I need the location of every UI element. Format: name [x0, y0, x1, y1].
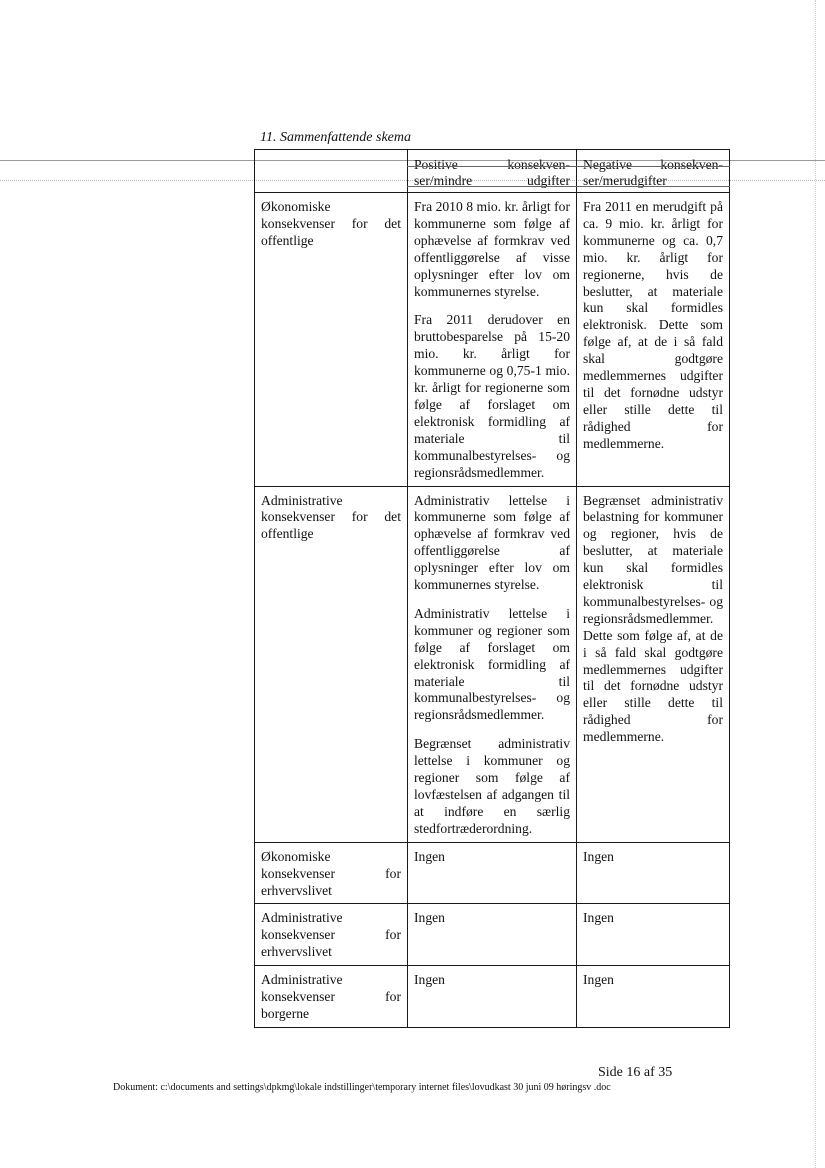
document-path: Dokument: c:\documents and settings\dpkmg\lokale indstillinger\temporary internet files\lovudkast 30 juni 09 høringsv .doc: [113, 1082, 611, 1093]
cell-paragraph: Fra 2011 en merudgift på ca. 9 mio. kr. årligt for kommunerne og ca. 0,7 mio. kr. årligt for regionerne, hvis de beslutter, at materiale kun skal formidles elektronisk. Dette som følge af, at de i så fald skal godtgøre medlemmernes udgifter til det fornødne udstyr eller stille dette til rådighed for medlemmerne.: [583, 199, 723, 451]
section-title: 11. Sammenfattende skema: [260, 130, 411, 145]
header-strike-line: [407, 166, 577, 167]
header-strike-line: [576, 186, 730, 187]
page-number: Side 16 af 35: [598, 1065, 673, 1080]
positive-cell: [408, 193, 577, 487]
summary-table: [254, 149, 730, 1028]
cell-paragraph: Fra 2011 derudover en bruttobesparelse på 15-20 mio. kr. årligt for kommunerne og 0,75-1 mio. kr. årligt for regionerne som følge af forslaget om elektronisk formidling af materiale til kommunalbestyrelses- og regionsrådsmedlemmer.: [414, 312, 570, 480]
row-label: Økonomiske konsekvenser for det offentlige: [255, 193, 408, 487]
positive-cell: Ingen: [408, 842, 577, 904]
table-row: [255, 486, 730, 842]
table-row: [255, 193, 730, 487]
header-positive-line-1: Positive konsekven-: [414, 157, 570, 172]
row-label: Administrative konsekvenser for erhvervslivet: [255, 904, 408, 966]
table-header-row: [255, 150, 730, 193]
positive-cell: Ingen: [408, 966, 577, 1028]
cell-paragraph: Administrativ lettelse i kommuner og regioner som følge af forslaget om elektronisk formidling af materiale til kommunalbestyrelses- og regionsrådsmedlemmer.: [414, 605, 570, 723]
header-positive: [408, 150, 577, 193]
cell-paragraph: Administrativ lettelse i kommunerne som følge af ophævelse af formkrav ved offentliggørelse af oplysninger efter lov om kommunernes styrelse.: [414, 492, 570, 593]
table-row: [255, 966, 730, 1028]
positive-cell: [408, 486, 577, 842]
row-label: Administrative konsekvenser for det offentlige: [255, 486, 408, 842]
negative-cell: [577, 193, 730, 487]
scan-artifact-edge: [815, 0, 816, 1168]
row-label: Økonomiske konsekvenser for erhvervslivet: [255, 842, 408, 904]
table-row: [255, 904, 730, 966]
header-negative: [577, 150, 730, 193]
header-positive-line-2: ser/mindre udgifter: [414, 173, 570, 188]
cell-paragraph: Dette som følge af, at de i så fald skal godtgøre medlemmernes udgifter til det fornødne udstyr eller stille dette til rådighed for medlemmerne.: [583, 627, 723, 745]
header-negative-line-2: ser/merudgifter: [583, 173, 667, 188]
negative-cell: Ingen: [577, 904, 730, 966]
header-strike-line: [576, 166, 730, 167]
cell-paragraph: Begrænset administrativ lettelse i kommuner og regioner som følge af lovfæstelsen af adgangen til at indføre en særlig stedfortræderordning.: [414, 736, 570, 836]
negative-cell: Ingen: [577, 842, 730, 904]
row-label: Administrative konsekvenser for borgerne: [255, 966, 408, 1028]
header-strike-line: [407, 186, 577, 187]
header-empty-cell: [255, 150, 408, 193]
header-negative-line-1: Negative konsekven-: [583, 157, 723, 172]
table-row: [255, 842, 730, 904]
cell-paragraph: Begrænset administrativ belastning for kommuner og regioner, hvis de beslutter, at materiale kun skal formidles elektronisk til kommunalbestyrelses- og regionsrådsmedlemmer.: [583, 492, 723, 626]
negative-cell: Ingen: [577, 966, 730, 1028]
cell-paragraph: Fra 2010 8 mio. kr. årligt for kommunerne som følge af ophævelse af formkrav ved offentliggørelse af visse oplysninger efter lov om kommunernes styrelse.: [414, 199, 570, 299]
negative-cell: [577, 486, 730, 842]
positive-cell: Ingen: [408, 904, 577, 966]
